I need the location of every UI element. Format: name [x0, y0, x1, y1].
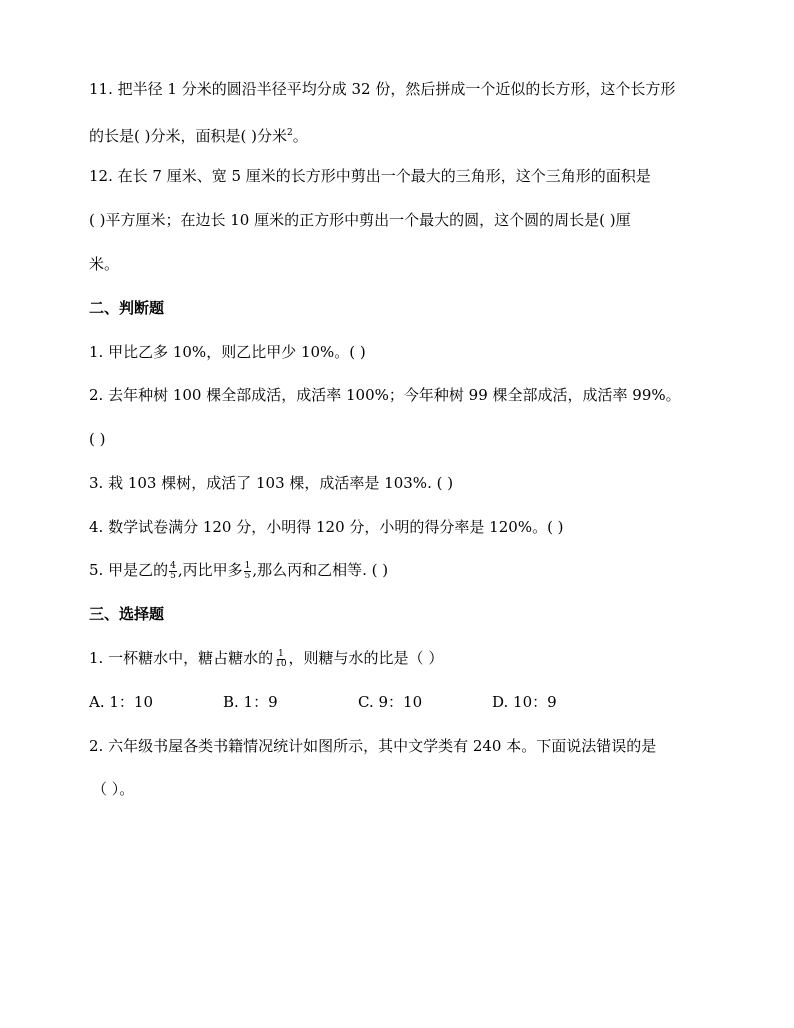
fraction-denominator: 5	[170, 570, 176, 581]
choice-q2-line1: 2. 六年级书屋各类书籍情况统计如图所示，其中文学类有 240 本。下面说法错误的是	[89, 737, 657, 755]
choice-q2-line2: （ ）。	[92, 780, 135, 798]
choice-q1-option-b: B. 1：9	[223, 693, 278, 711]
choice-q1-option-d: D. 10：9	[492, 693, 557, 711]
q12-line3: 米。	[89, 255, 120, 273]
judge-q4: 4. 数学试卷满分 120 分，小明得 120 分，小明的得分率是 120%。( )	[89, 518, 564, 536]
judge-q2-line1: 2. 去年种树 100 棵全部成活，成活率 100%；今年种树 99 棵全部成活，成活率 99%。	[89, 386, 681, 404]
q11-line2-text: 的长是( )分米，面积是( )分米	[89, 127, 287, 145]
fraction-one-tenth	[274, 650, 287, 669]
fraction-one-fifth	[244, 562, 252, 581]
fraction-denominator: 10	[275, 658, 287, 669]
judge-q1: 1. 甲比乙多 10%，则乙比甲少 10%。( )	[89, 343, 366, 361]
fraction-four-fifths	[169, 562, 177, 581]
judge-q5	[89, 560, 388, 581]
fraction-numerator: 1	[277, 648, 284, 659]
choice-q1-option-a: A. 1：10	[89, 693, 153, 711]
fraction-denominator: 5	[244, 570, 251, 581]
judge-q5-part-a: 5. 甲是乙的	[89, 561, 169, 579]
q11-line2-end: 。	[292, 127, 308, 145]
choice-q1-option-c: C. 9：10	[358, 693, 423, 711]
choice-q1-part-b: ，则糖与水的比是（ ）	[288, 649, 444, 667]
fraction-numerator: 4	[170, 560, 176, 571]
q11-line2	[89, 123, 308, 146]
judge-q5-part-c: ,那么丙和乙相等. ( )	[252, 561, 389, 579]
judge-heading: 二、判断题	[89, 299, 165, 317]
q11-superscript: 2	[286, 128, 293, 138]
choice-q1-part-a: 1. 一杯糖水中，糖占糖水的	[89, 649, 274, 667]
judge-q2-line2: ( )	[89, 430, 106, 448]
q12-line2: ( )平方厘米；在边长 10 厘米的正方形中剪出一个最大的圆，这个圆的周长是( )厘	[89, 211, 631, 229]
judge-q5-part-b: ,丙比甲多	[177, 561, 243, 579]
q12-line1: 12. 在长 7 厘米、宽 5 厘米的长方形中剪出一个最大的三角形，这个三角形的面积是	[89, 167, 651, 185]
choice-q1	[89, 648, 443, 669]
fraction-numerator: 1	[244, 560, 251, 571]
judge-q3: 3. 栽 103 棵树，成活了 103 棵，成活率是 103%. ( )	[89, 474, 454, 492]
q11-line1: 11. 把半径 1 分米的圆沿半径平均分成 32 份，然后拼成一个近似的长方形，这个长方形	[89, 80, 676, 98]
choice-heading: 三、选择题	[89, 605, 165, 623]
